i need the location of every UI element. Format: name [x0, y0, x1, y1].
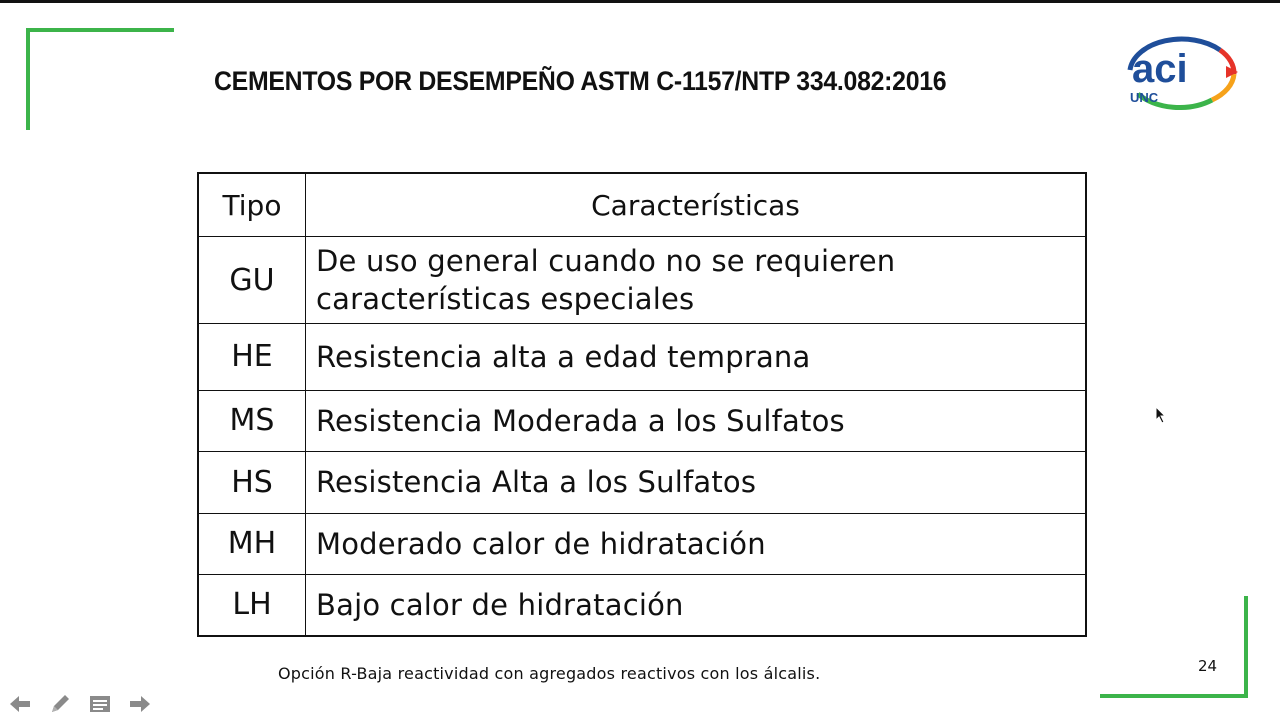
- slideshow-toolbar: [4, 690, 156, 718]
- frame-corner-top-left: [28, 28, 174, 32]
- table-row: [198, 237, 1086, 324]
- header-caracteristicas: Características: [306, 173, 1087, 237]
- frame-corner-bottom-right-vertical: [1244, 596, 1248, 698]
- table-row: [198, 574, 1086, 636]
- cement-types-table: [197, 172, 1087, 637]
- top-border: [0, 0, 1280, 3]
- cell-desc: Moderado calor de hidratación: [306, 513, 1087, 574]
- frame-corner-bottom-right: [1100, 694, 1246, 698]
- page-number: 24: [1198, 657, 1218, 675]
- header-tipo: Tipo: [198, 173, 306, 237]
- table-header-row: [198, 173, 1086, 237]
- frame-corner-top-left-vertical: [26, 28, 30, 130]
- cell-tipo: GU: [198, 237, 306, 324]
- pen-icon: [48, 692, 72, 716]
- previous-slide-button[interactable]: [4, 690, 36, 718]
- slide-title: CEMENTOS POR DESEMPEÑO ASTM C-1157/NTP 334.082:2016: [214, 66, 947, 96]
- table-row: [198, 513, 1086, 574]
- cell-desc: Resistencia Moderada a los Sulfatos: [306, 390, 1087, 451]
- cell-tipo: MS: [198, 390, 306, 451]
- cell-tipo: LH: [198, 574, 306, 636]
- arrow-left-icon: [8, 694, 32, 714]
- menu-button[interactable]: [84, 690, 116, 718]
- footnote: Opción R-Baja reactividad con agregados reactivos con los álcalis.: [278, 664, 821, 683]
- pen-tool-button[interactable]: [44, 690, 76, 718]
- table-row: [198, 390, 1086, 451]
- cell-tipo: MH: [198, 513, 306, 574]
- cell-tipo: HS: [198, 452, 306, 513]
- cell-tipo: HE: [198, 324, 306, 391]
- cell-desc: Resistencia Alta a los Sulfatos: [306, 452, 1087, 513]
- table-row: [198, 324, 1086, 391]
- cell-desc-line: características especiales: [316, 282, 695, 317]
- table-row: [198, 452, 1086, 513]
- next-slide-button[interactable]: [124, 690, 156, 718]
- mouse-cursor-icon: [1155, 406, 1167, 424]
- arrow-right-icon: [128, 694, 152, 714]
- cell-desc: Bajo calor de hidratación: [306, 574, 1087, 636]
- logo-text: aci: [1132, 47, 1188, 91]
- cell-desc-line: De uso general cuando no se requieren: [316, 244, 896, 279]
- aci-unc-logo: [1116, 30, 1244, 110]
- menu-icon: [88, 694, 112, 714]
- cell-desc: [306, 237, 1087, 324]
- cell-desc: Resistencia alta a edad temprana: [306, 324, 1087, 391]
- logo-subtext: UNC: [1130, 90, 1159, 105]
